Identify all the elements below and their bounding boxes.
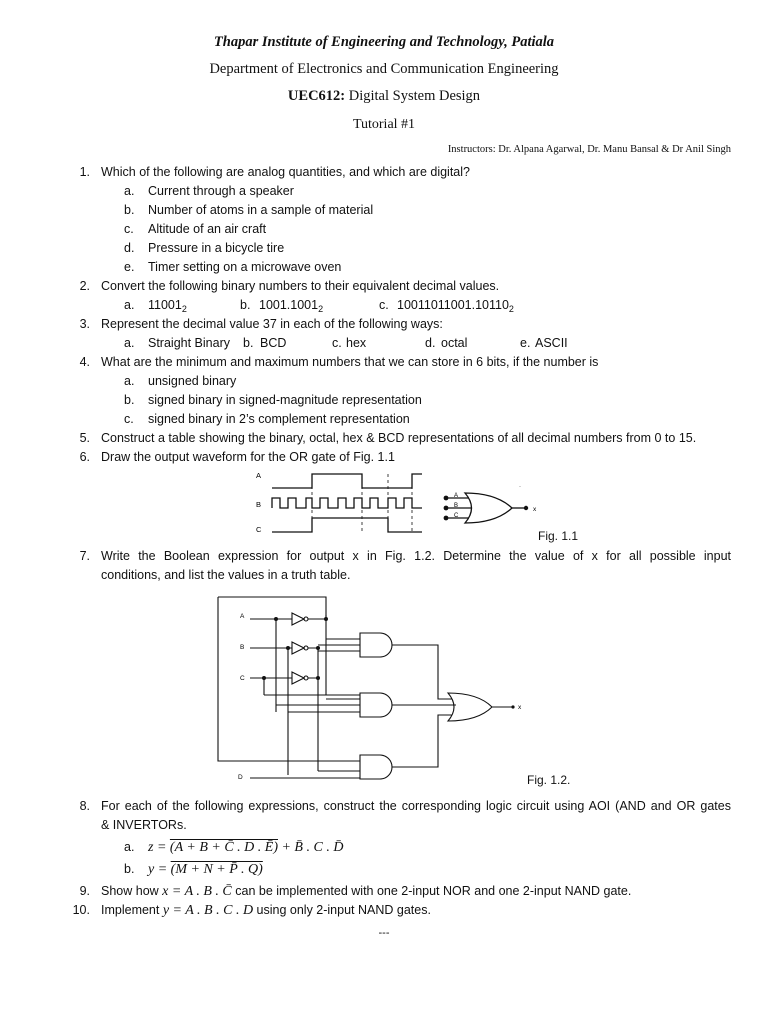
list-item xyxy=(0,860,768,882)
list-item xyxy=(0,220,768,239)
gate-input-b: B xyxy=(454,503,459,509)
department-title: Department of Electronics and Communication Engineering xyxy=(209,61,559,77)
figure-1-2 xyxy=(216,595,546,791)
question-number: 2. xyxy=(79,279,90,293)
and-gate-3-inputs xyxy=(318,761,360,771)
gate-input-c: C xyxy=(454,513,459,519)
item-label: b. xyxy=(124,862,135,876)
wave-label-a: A xyxy=(256,471,262,480)
question-1 xyxy=(0,163,768,182)
gate-output-x: x xyxy=(533,506,537,513)
item-text: Current through a speaker xyxy=(148,184,294,198)
item-label: c. xyxy=(124,222,134,236)
question-text: Write the Boolean expression for output x in Fig. 1.2. Determine the value of x for all possible input xyxy=(101,549,731,563)
item-text: $1001.1001_2$ xyxy=(259,298,324,314)
question-text: Construct a table showing the binary, octal, hex & BCD representations of all decimal numbers from 0 to 15. xyxy=(101,431,697,445)
item-label: d. xyxy=(124,241,135,255)
or-gate-fig12 xyxy=(448,693,492,721)
question-number: 4. xyxy=(79,355,90,369)
and-gate-3 xyxy=(360,755,392,779)
item-text: ASCII xyxy=(535,336,568,350)
figure-1-1-caption: Fig. 1.1 xyxy=(538,529,579,543)
item-label: c. xyxy=(124,412,134,426)
question-7-continued xyxy=(0,566,768,585)
item-label: a. xyxy=(124,184,135,198)
and-gate-2 xyxy=(360,693,392,717)
item-label: a. xyxy=(124,840,135,854)
or-gate-fig11 xyxy=(465,493,512,523)
item-text: Altitude of an air craft xyxy=(148,222,267,236)
question-2 xyxy=(0,277,768,296)
item-label: c. xyxy=(379,298,389,312)
question-text: What are the minimum and maximum numbers that we can store in 6 bits, if the number is xyxy=(101,355,599,369)
figure-1-1 xyxy=(250,466,550,544)
question-6 xyxy=(0,448,768,467)
question-number: 3. xyxy=(79,317,90,331)
question-10 xyxy=(0,901,768,920)
item-text: Timer setting on a microwave oven xyxy=(148,260,342,274)
item-text: signed binary in 2’s complement representation xyxy=(148,412,410,426)
footer-dashes: --- xyxy=(378,927,390,939)
questions-block-1 xyxy=(0,163,768,467)
dashed-guides xyxy=(312,474,412,534)
question-8-continued xyxy=(0,816,768,835)
inverters xyxy=(292,613,304,684)
figure-1-2-caption: Fig. 1.2. xyxy=(527,773,571,787)
and-gate-1 xyxy=(360,633,392,657)
input-label-c: C xyxy=(240,675,245,682)
question-text: Which of the following are analog quantities, and which are digital? xyxy=(101,165,470,179)
item-text: unsigned binary xyxy=(148,374,237,388)
input-label-d: D xyxy=(238,774,243,781)
question-text: Show how x = A . B . C̄ can be implemented with one 2-input NOR and one 2-input NAND gate. xyxy=(101,884,632,899)
item-text: signed binary in signed-magnitude representation xyxy=(148,393,422,407)
item-text: Pressure in a bicycle tire xyxy=(148,241,285,255)
question-text: Represent the decimal value 37 in each of the following ways: xyxy=(101,317,443,331)
tutorial-title: Tutorial #1 xyxy=(352,117,416,132)
question-text: conditions, and list the values in a truth table. xyxy=(101,568,351,582)
item-label: a. xyxy=(124,336,135,350)
expression-z: z = (A + B + C̄ . D . Ē) + B̄ . C . D̄ xyxy=(148,840,344,855)
item-label: a. xyxy=(124,374,135,388)
list-item xyxy=(0,391,768,410)
course-name: Digital System Design xyxy=(345,88,481,104)
item-label: e. xyxy=(124,260,135,274)
item-label: c. xyxy=(332,336,342,350)
question-text: Implement y = A . B . C . D using only 2-input NAND gates. xyxy=(101,903,431,918)
question-9 xyxy=(0,882,768,901)
svg-text:·: · xyxy=(519,484,521,490)
input-label-a: A xyxy=(240,613,245,620)
item-label: b. xyxy=(124,393,135,407)
list-item xyxy=(0,372,768,391)
institute-title: Thapar Institute of Engineering and Technology, Patiala xyxy=(213,34,555,50)
item-label: b. xyxy=(124,203,135,217)
list-item xyxy=(0,201,768,220)
item-label: b. xyxy=(240,298,251,312)
item-text: Number of atoms in a sample of material xyxy=(148,203,374,217)
waveform-c xyxy=(272,518,422,532)
question-text: For each of the following expressions, construct the corresponding logic circuit using AOI (AND and OR gates xyxy=(101,799,731,813)
question-number: 1. xyxy=(79,165,90,179)
waveform-a xyxy=(272,474,422,488)
questions-block-2 xyxy=(0,547,768,585)
item-text: hex xyxy=(346,336,367,350)
and-gate-1-inputs xyxy=(318,639,360,651)
question-text: Draw the output waveform for the OR gate of Fig. 1.1 xyxy=(101,450,395,464)
frame-wire xyxy=(218,597,354,761)
item-label: b. xyxy=(243,336,254,350)
question-number: 5. xyxy=(79,431,90,445)
or-gate-inputs xyxy=(446,498,471,518)
question-text: Convert the following binary numbers to their equivalent decimal values. xyxy=(101,279,500,293)
item-text: octal xyxy=(441,336,468,350)
inline-items xyxy=(0,334,768,353)
question-5 xyxy=(0,429,768,448)
question-number: 9. xyxy=(79,884,90,898)
instructors-line: Instructors: Dr. Alpana Agarwal, Dr. Manu Bansal & Dr Anil Singh xyxy=(447,144,731,155)
question-4 xyxy=(0,353,768,372)
list-item xyxy=(0,410,768,429)
gate-input-a: A xyxy=(454,493,459,499)
wave-label-b: B xyxy=(256,500,262,509)
item-text: $11001_2$ xyxy=(148,298,187,314)
questions-block-3 xyxy=(0,797,768,920)
item-label: e. xyxy=(520,336,531,350)
waveform-b xyxy=(272,498,422,508)
expression-y: y = (M + N + P̄ . Q) xyxy=(148,862,263,877)
question-number: 8. xyxy=(79,799,90,813)
list-item xyxy=(0,258,768,277)
input-label-b: B xyxy=(240,644,245,651)
course-code: UEC612: xyxy=(287,88,346,104)
question-number: 6. xyxy=(79,450,90,464)
and-gate-2-inputs xyxy=(264,695,360,712)
item-text: $10011011001.10110_2$ xyxy=(397,298,514,314)
list-item xyxy=(0,182,768,201)
question-number: 7. xyxy=(79,549,90,563)
course-title xyxy=(0,87,768,106)
wave-label-c: C xyxy=(256,525,262,534)
item-text: BCD xyxy=(260,336,287,350)
question-7 xyxy=(0,547,768,566)
question-3 xyxy=(0,315,768,334)
item-text: Straight Binary xyxy=(148,336,230,350)
item-label: d. xyxy=(425,336,436,350)
question-8 xyxy=(0,797,768,816)
list-item xyxy=(0,838,768,860)
list-item xyxy=(0,239,768,258)
question-number: 10. xyxy=(72,903,90,917)
inline-items xyxy=(0,296,768,315)
output-label-x: x xyxy=(518,704,522,711)
or-gate-wires xyxy=(392,645,513,767)
item-label: a. xyxy=(124,298,135,312)
question-text: & INVERTORs. xyxy=(101,818,187,832)
